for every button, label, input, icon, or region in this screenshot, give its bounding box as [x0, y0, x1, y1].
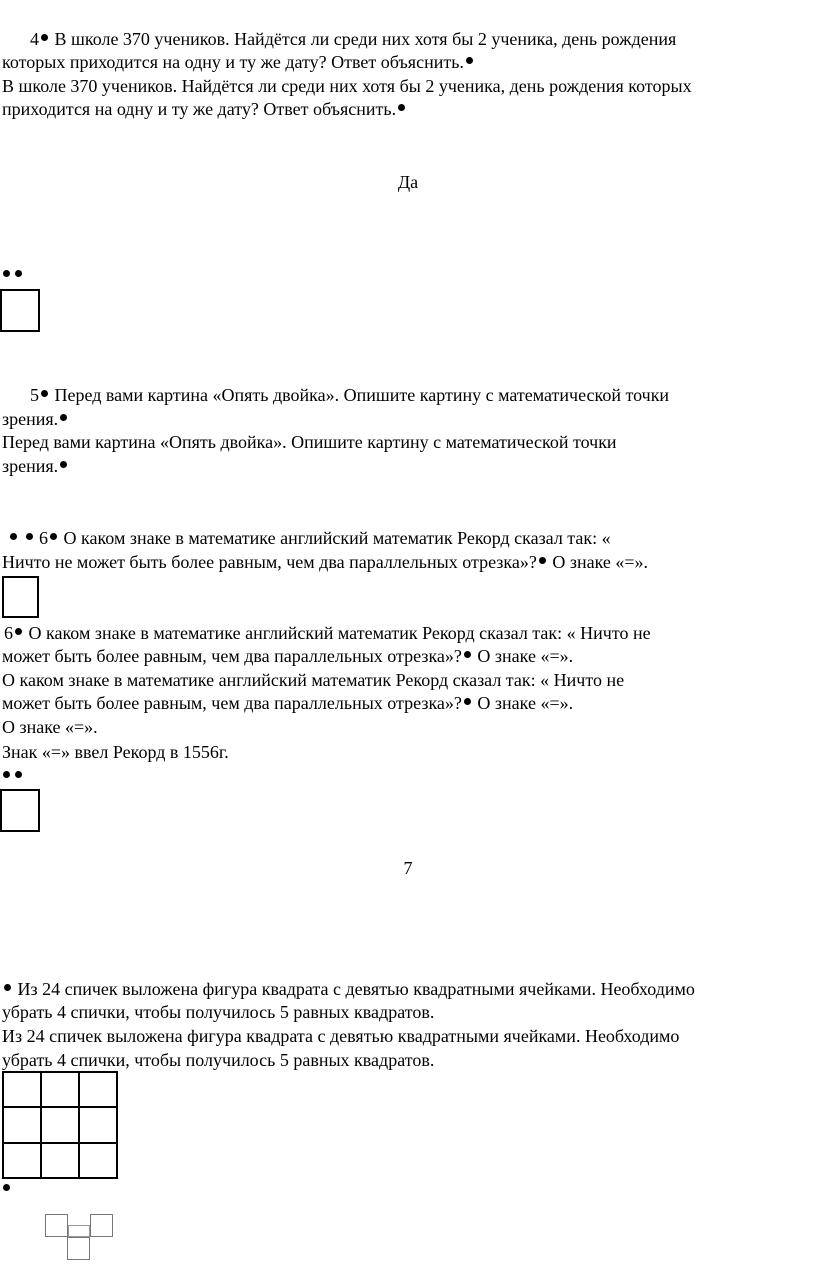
matchstick-grid	[2, 1071, 118, 1179]
bullet-icon	[539, 557, 546, 564]
q6-line-6: может быть более равным, чем два параллельных отрезка»? О знаке «=».	[2, 693, 574, 713]
q5-line-1: 5 Перед вами картина «Опять двойка». Опишите картину с математической точки	[30, 385, 670, 405]
q4-line-1: 4 В школе 370 учеников. Найдётся ли среди них хотя бы 2 ученика, день рождения	[30, 29, 677, 49]
q7-line-3: Из 24 спичек выложена фигура квадрата с девятью квадратными ячейками. Необходимо	[2, 1026, 680, 1046]
bullet-icon	[10, 533, 17, 540]
bullet-icon	[3, 270, 10, 277]
q6-line-3: 6 О каком знаке в математике английский математик Рекорд сказал так: « Ничто не	[4, 623, 651, 643]
grid-cell	[42, 1144, 80, 1179]
empty-square	[0, 289, 40, 332]
bullet-icon	[3, 771, 10, 778]
bullet-icon	[41, 390, 48, 397]
q4-answer: Да	[397, 172, 419, 192]
grid-cell	[80, 1108, 118, 1143]
bullet-icon	[15, 628, 22, 635]
grid-cell	[4, 1073, 42, 1108]
q7-line-1: Из 24 спичек выложена фигура квадрата с девятью квадратными ячейками. Необходимо	[2, 978, 695, 1000]
bullet-icon	[60, 414, 67, 421]
grid-cell	[80, 1144, 118, 1179]
q7-line-2: убрать 4 спички, чтобы получилось 5 равных квадратов.	[2, 1002, 435, 1022]
small-square	[67, 1237, 90, 1260]
q4-line-2: которых приходится на одну и ту же дату? Ответ объяснить.	[2, 51, 475, 73]
q6-line-8: Знак «=» ввел Рекорд в 1556г.	[2, 742, 229, 762]
bullet-icon	[464, 698, 471, 705]
bullet-icon	[398, 104, 405, 111]
small-square	[45, 1214, 68, 1237]
bullet-icon	[464, 651, 471, 658]
empty-square	[2, 576, 39, 618]
bullet-single	[3, 1184, 15, 1202]
bullet-pair	[3, 771, 27, 789]
q4-line-4: приходится на одну и ту же дату? Ответ объяснить.	[2, 98, 407, 120]
small-square	[90, 1214, 113, 1237]
bullet-icon	[41, 34, 48, 41]
bullet-icon	[50, 533, 57, 540]
bullet-icon	[3, 1184, 10, 1191]
grid-cell	[42, 1073, 80, 1108]
bullet-icon	[26, 533, 33, 540]
q5-line-3: Перед вами картина «Опять двойка». Опишите картину с математической точки	[2, 432, 617, 452]
bullet-icon	[15, 270, 22, 277]
q5-line-4: зрения.	[2, 455, 69, 477]
q6-line-5: О каком знаке в математике английский математик Рекорд сказал так: « Ничто не	[2, 670, 625, 690]
bullet-icon	[4, 984, 11, 991]
grid-cell	[4, 1108, 42, 1143]
q7-line-4: убрать 4 спички, чтобы получилось 5 равных квадратов.	[2, 1050, 435, 1070]
bullet-icon	[60, 461, 67, 468]
grid-cell	[4, 1144, 42, 1179]
small-square	[68, 1225, 90, 1237]
bullet-icon	[466, 57, 473, 64]
q4-line-3: В школе 370 учеников. Найдётся ли среди них хотя бы 2 ученика, день рождения которых	[2, 76, 692, 96]
q7-number: 7	[403, 858, 413, 878]
q6-line-1: 6 О каком знаке в математике английский математик Рекорд сказал так: «	[8, 527, 611, 549]
q5-line-2: зрения.	[2, 408, 69, 430]
empty-square	[0, 789, 40, 832]
grid-cell	[80, 1073, 118, 1108]
bullet-icon	[15, 771, 22, 778]
q6-line-2: Ничто не может быть более равным, чем два параллельных отрезка»? О знаке «=».	[2, 552, 649, 572]
q6-line-7: О знаке «=».	[2, 717, 98, 737]
q6-line-4: может быть более равным, чем два параллельных отрезка»? О знаке «=».	[2, 646, 574, 666]
grid-cell	[42, 1108, 80, 1143]
bullet-pair	[3, 270, 27, 288]
